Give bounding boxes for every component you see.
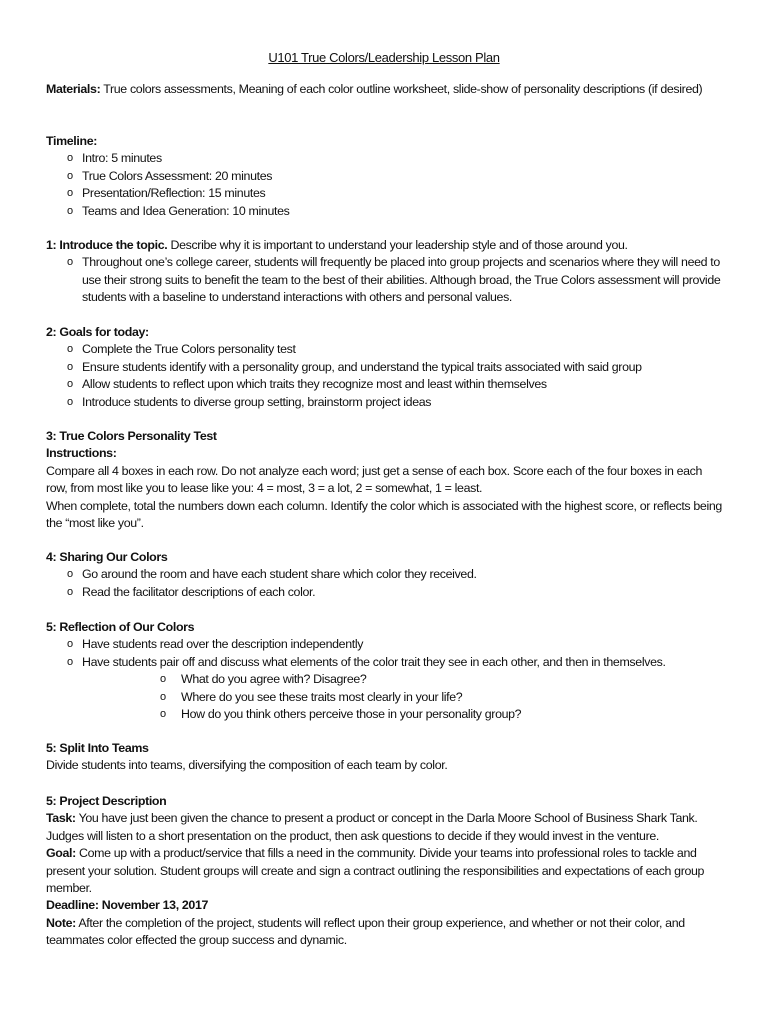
section-3-paragraph-1: Compare all 4 boxes in each row. Do not analyze each word; just get a sense of each box. Score each of the four boxes in each row, from most like you to lease like you: 4 = most, 3 = a lot, 2 = somewhat, 1 = least. bbox=[46, 463, 703, 496]
list-item: o True Colors Assessment: 20 minutes bbox=[46, 168, 726, 185]
deadline-paragraph bbox=[46, 897, 726, 914]
list-item: o Throughout one’s college career, students will frequently be placed into group projects and scenarios where they will need to use their strong suits to benefit the team to the best of their abilities. Although broad, the True Colors assessment will provide students with a baseline to understand interactions with others and personal values. bbox=[46, 254, 726, 306]
section-3 bbox=[46, 428, 726, 532]
list-item: o Read the facilitator descriptions of each color. bbox=[46, 584, 726, 601]
list-item: o Have students read over the description independently bbox=[46, 636, 726, 653]
list-item: o Allow students to reflect upon which traits they recognize most and least within themselves bbox=[46, 376, 726, 393]
materials-text: True colors assessments, Meaning of each color outline worksheet, slide-show of personality descriptions (if desired) bbox=[103, 82, 703, 96]
section-5-project-heading: 5: Project Description bbox=[46, 794, 167, 808]
note-label: Note: bbox=[46, 915, 76, 930]
section-1-heading: 1: Introduce the topic. bbox=[46, 238, 168, 252]
list-item: o Introduce students to diverse group setting, brainstorm project ideas bbox=[46, 394, 726, 411]
task-label: Task: bbox=[46, 811, 76, 826]
section-5-project bbox=[46, 793, 726, 950]
materials-label: Materials: bbox=[46, 82, 101, 96]
note-text: After the completion of the project, students will reflect upon their group experience, and whether or not their color, and teammates color effected the group success and dynamic. bbox=[46, 915, 685, 948]
section-2-heading: 2: Goals for today: bbox=[46, 325, 149, 339]
section-1-intro bbox=[46, 237, 726, 254]
section-1 bbox=[46, 237, 726, 307]
list-item: o Ensure students identify with a personality group, and understand the typical traits associated with said group bbox=[46, 359, 726, 376]
list-item: o Where do you see these traits most clearly in your life? bbox=[46, 689, 726, 706]
list-item: o Have students pair off and discuss what elements of the color trait they see in each other, and then in themselves. bbox=[46, 654, 726, 671]
timeline-section bbox=[46, 133, 726, 220]
goal-text: Come up with a product/service that fills a need in the community. Divide your teams into professional roles to tackle and present your solution. Student groups will create and sign a contract outlining the responsibilities and expectations of each group member. bbox=[46, 846, 705, 896]
section-5-teams-text: Divide students into teams, diversifying the composition of each team by color. bbox=[46, 758, 448, 773]
section-4-list bbox=[46, 566, 726, 601]
list-item: o Complete the True Colors personality test bbox=[46, 341, 726, 358]
section-5-teams bbox=[46, 740, 726, 775]
goal-label: Goal: bbox=[46, 846, 76, 861]
task-text: You have just been given the chance to present a product or concept in the Darla Moore School of Business Shark Tank. Judges will listen to a short presentation on the product, then ask questions to decide if they would invest in the venture. bbox=[46, 811, 698, 843]
section-3-heading: 3: True Colors Personality Test bbox=[46, 429, 217, 443]
section-5-reflection-heading: 5: Reflection of Our Colors bbox=[46, 620, 195, 634]
materials-paragraph bbox=[46, 81, 726, 98]
section-4-heading: 4: Sharing Our Colors bbox=[46, 550, 168, 564]
section-2 bbox=[46, 324, 726, 411]
section-1-list bbox=[46, 254, 726, 306]
materials-section bbox=[46, 81, 726, 98]
section-5-reflection bbox=[46, 619, 726, 723]
deadline-text: November 13, 2017 bbox=[98, 898, 209, 913]
list-item: o Intro: 5 minutes bbox=[46, 150, 726, 167]
list-item: o Teams and Idea Generation: 10 minutes bbox=[46, 203, 726, 220]
timeline-list bbox=[46, 150, 726, 220]
task-paragraph bbox=[46, 810, 726, 845]
deadline-label: Deadline: bbox=[46, 898, 99, 913]
goal-paragraph bbox=[46, 845, 726, 897]
list-item: o Go around the room and have each student share which color they received. bbox=[46, 566, 726, 583]
section-5-teams-heading: 5: Split Into Teams bbox=[46, 741, 149, 755]
timeline-heading: Timeline: bbox=[46, 134, 98, 148]
section-4 bbox=[46, 549, 726, 601]
list-item: o Presentation/Reflection: 15 minutes bbox=[46, 185, 726, 202]
page-title: U101 True Colors/Leadership Lesson Plan bbox=[268, 50, 500, 65]
list-item: o How do you think others perceive those in your personality group? bbox=[46, 706, 726, 723]
list-item: o What do you agree with? Disagree? bbox=[46, 671, 726, 688]
section-3-paragraph-2: When complete, total the numbers down each column. Identify the color which is associated with the highest score, or reflects being the “most like you”. bbox=[46, 498, 722, 531]
section-3-subheading: Instructions: bbox=[46, 446, 117, 461]
section-2-list bbox=[46, 341, 726, 411]
section-5-reflection-sublist bbox=[46, 671, 726, 723]
section-5-reflection-list bbox=[46, 636, 726, 671]
note-paragraph bbox=[46, 915, 726, 950]
section-1-text: Describe why it is important to understand your leadership style and of those around you. bbox=[167, 238, 628, 252]
